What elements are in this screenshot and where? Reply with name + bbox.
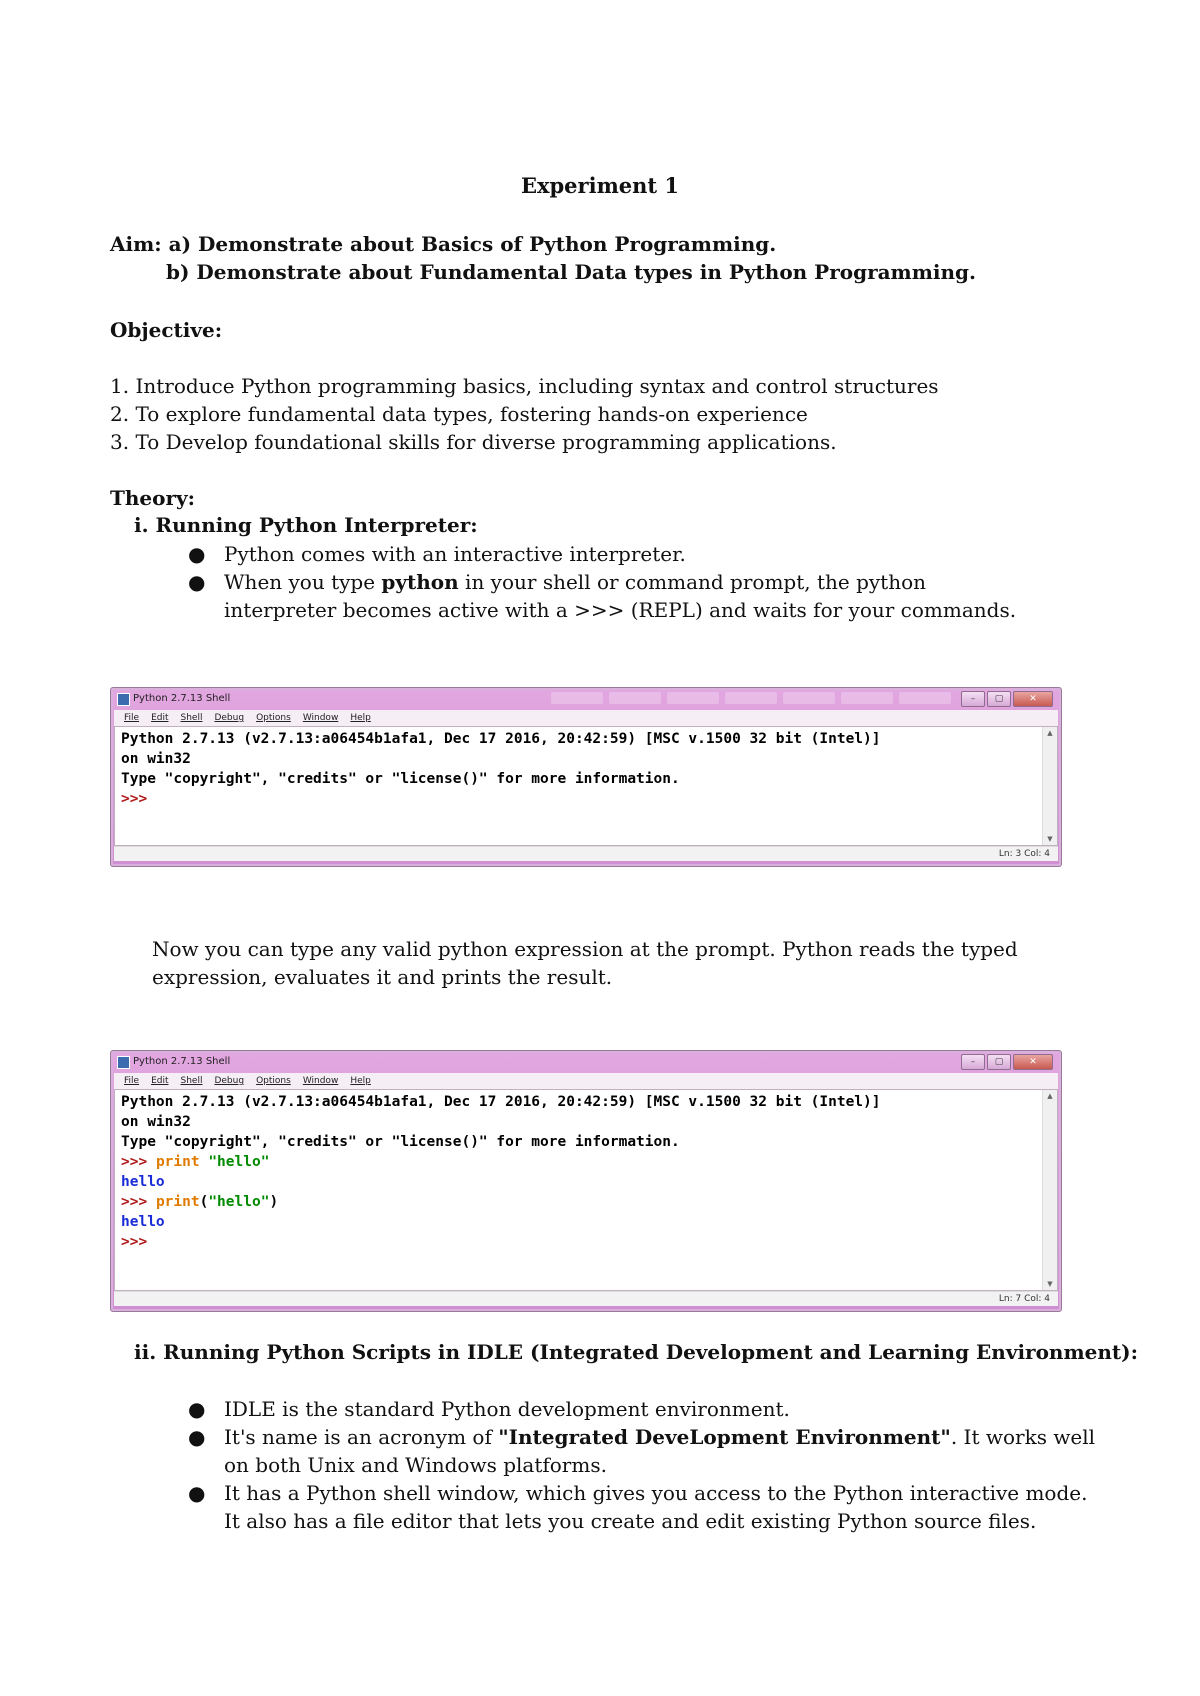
paragraph-repl: Now you can type any valid python expression at the prompt. Python reads the typed expression, evaluates it and prints the result. <box>152 937 1018 989</box>
aim-b: b) Demonstrate about Fundamental Data types in Python Programming. <box>166 260 976 284</box>
python-command: python <box>381 570 459 594</box>
bullet-item: ● Python comes with an interactive interpreter. <box>188 542 686 566</box>
section-ii-bullets <box>188 1395 1104 1535</box>
shell-text-area[interactable] <box>114 726 1058 846</box>
minimize-icon[interactable]: – <box>961 1054 985 1070</box>
menu-file[interactable]: File <box>124 1076 140 1086</box>
scroll-up-icon[interactable]: ▲ <box>1047 729 1053 737</box>
python-icon <box>117 1056 130 1069</box>
repl-line: >>> print("hello") <box>121 1194 279 1210</box>
section-i-bullets <box>188 540 1024 624</box>
menu-debug[interactable]: Debug <box>214 713 245 723</box>
menu-bar <box>114 1073 1058 1089</box>
objective-item: 2. To explore fundamental data types, fostering hands-on experience <box>110 402 808 426</box>
idle-shell-window-1 <box>110 687 1062 867</box>
theory-heading: Theory: <box>110 486 196 510</box>
aim-label: Aim: <box>110 232 162 256</box>
objective-item: 1. Introduce Python programming basics, including syntax and control structures <box>110 374 939 398</box>
aim-a <box>110 232 776 256</box>
menu-shell[interactable]: Shell <box>180 1076 203 1086</box>
menu-bar <box>114 710 1058 726</box>
idle-acronym: "Integrated DeveLopment Environment" <box>498 1425 951 1449</box>
scroll-down-icon[interactable]: ▼ <box>1047 835 1053 843</box>
status-bar <box>114 1291 1058 1306</box>
bullet-item: ● When you type python in your shell or command prompt, the python interpreter becomes active with a >>> (REPL) and waits for your commands. <box>188 570 1017 622</box>
bullet-dot-icon: ● <box>188 1397 206 1421</box>
window-title: Python 2.7.13 Shell <box>133 693 231 704</box>
vertical-scrollbar[interactable] <box>1042 1090 1057 1290</box>
shell-output: Python 2.7.13 (v2.7.13:a06454b1afa1, Dec 17 2016, 20:42:59) [MSC v.1500 32 bit (Intel)] on win32 Type "copyright", "credits" or "license()" for more information. >>> print "hello" hello >>> print("hello") hello >>> <box>115 1090 1057 1254</box>
scroll-up-icon[interactable]: ▲ <box>1047 1092 1053 1100</box>
bullet-dot-icon: ● <box>188 570 206 594</box>
maximize-icon[interactable]: ▢ <box>987 691 1011 707</box>
objective-heading: Objective: <box>110 318 223 342</box>
section-i-heading: i. Running Python Interpreter: <box>134 513 478 537</box>
menu-help[interactable]: Help <box>350 713 371 723</box>
bullet-item: ● It has a Python shell window, which gives you access to the Python interactive mode. It also has a file editor that lets you create and edit existing Python source files. <box>188 1481 1088 1533</box>
objective-item: 3. To Develop foundational skills for diverse programming applications. <box>110 430 837 454</box>
cursor-position: Ln: 3 Col: 4 <box>998 849 1050 859</box>
window-controls <box>961 691 1053 707</box>
python-icon <box>117 693 130 706</box>
repl-prompt: >>> <box>121 791 148 807</box>
menu-file[interactable]: File <box>124 713 140 723</box>
close-icon[interactable]: ✕ <box>1013 1054 1053 1070</box>
menu-options[interactable]: Options <box>256 1076 291 1086</box>
vertical-scrollbar[interactable] <box>1042 727 1057 845</box>
menu-shell[interactable]: Shell <box>180 713 203 723</box>
page-title: Experiment 1 <box>520 173 680 198</box>
window-controls <box>961 1054 1053 1070</box>
minimize-icon[interactable]: – <box>961 691 985 707</box>
objective-list <box>110 372 939 456</box>
menu-options[interactable]: Options <box>256 713 291 723</box>
menu-help[interactable]: Help <box>350 1076 371 1086</box>
repl-prompt: >>> <box>121 1234 148 1250</box>
repl-output: hello <box>121 1174 165 1190</box>
idle-shell-window-2 <box>110 1050 1062 1312</box>
menu-window[interactable]: Window <box>302 713 339 723</box>
cursor-position: Ln: 7 Col: 4 <box>998 1294 1050 1304</box>
maximize-icon[interactable]: ▢ <box>987 1054 1011 1070</box>
menu-window[interactable]: Window <box>302 1076 339 1086</box>
shell-output: Python 2.7.13 (v2.7.13:a06454b1afa1, Dec 17 2016, 20:42:59) [MSC v.1500 32 bit (Intel)] on win32 Type "copyright", "credits" or "license()" for more information. >>> <box>115 727 1057 811</box>
menu-edit[interactable]: Edit <box>151 713 169 723</box>
bullet-item: ● IDLE is the standard Python development environment. <box>188 1397 790 1421</box>
status-bar <box>114 846 1058 861</box>
scroll-down-icon[interactable]: ▼ <box>1047 1280 1053 1288</box>
bullet-item: ● It's name is an acronym of "Integrated DeveLopment Environment". It works well on both Unix and Windows platforms. <box>188 1425 1096 1477</box>
repl-output: hello <box>121 1214 165 1230</box>
close-icon[interactable]: ✕ <box>1013 691 1053 707</box>
bullet-dot-icon: ● <box>188 1481 206 1505</box>
menu-debug[interactable]: Debug <box>214 1076 245 1086</box>
background-taskbar-tabs <box>551 692 951 704</box>
bullet-dot-icon: ● <box>188 1425 206 1449</box>
section-ii-heading: ii. Running Python Scripts in IDLE (Integrated Development and Learning Environment): <box>134 1340 1138 1364</box>
menu-edit[interactable]: Edit <box>151 1076 169 1086</box>
repl-line: >>> print "hello" <box>121 1154 270 1170</box>
window-titlebar[interactable] <box>111 1051 1061 1073</box>
bullet-dot-icon: ● <box>188 542 206 566</box>
shell-text-area[interactable] <box>114 1089 1058 1291</box>
window-title: Python 2.7.13 Shell <box>133 1056 231 1067</box>
window-titlebar[interactable] <box>111 688 1061 710</box>
aim-a-text: a) Demonstrate about Basics of Python Programming. <box>168 232 777 256</box>
